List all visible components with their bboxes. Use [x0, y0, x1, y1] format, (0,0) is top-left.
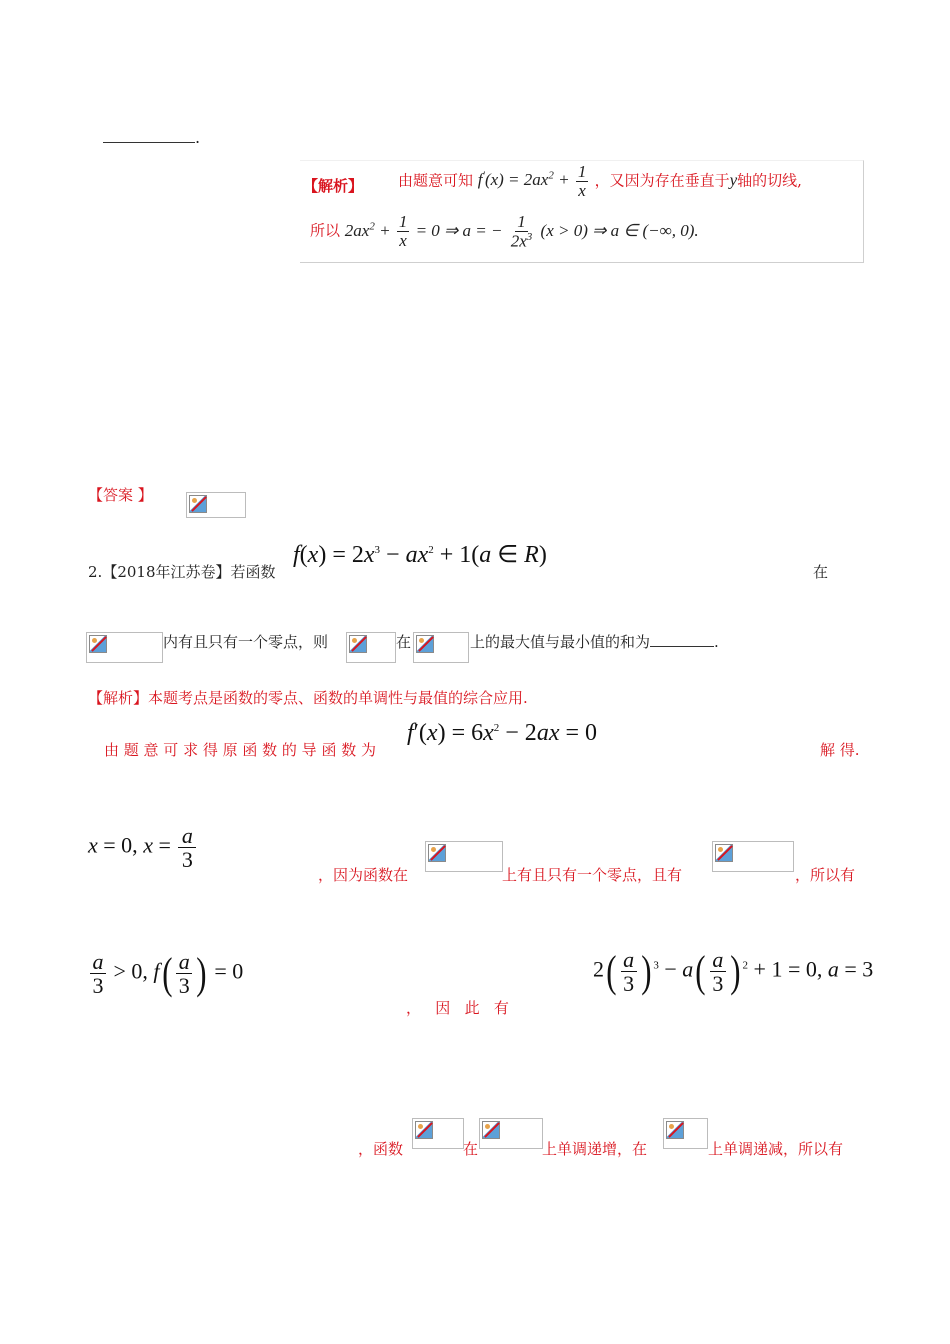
q2-line2-a: 内有且只有一个零点，则	[163, 633, 329, 651]
box-line1-tail2: 轴的切线,	[737, 171, 802, 190]
answer-label: 【答案 】	[88, 486, 153, 504]
q2-line1	[88, 561, 276, 582]
roots-formula: x = 0, x = $\frac{a}{3}$	[88, 824, 198, 871]
broken-image-icon	[189, 495, 207, 513]
equation-formula: 2( $\frac{a}{3}$ ) $^3$ − a( $\frac{a}{3}$ ) $^2$ + 1 = 0, a = 3	[593, 946, 874, 997]
box-line1-y: y	[729, 170, 738, 190]
analysis2-line3-c: ，所以有	[795, 866, 856, 884]
box-line2-text: 所以	[310, 221, 341, 240]
q2-number: 2.	[88, 563, 103, 581]
analysis2-solve: 解 得.	[820, 741, 860, 759]
q2-text: 若函数	[230, 563, 276, 581]
box-line2-math: $2ax^2$ + $\frac{1}{x}$ = 0 ⇒ a = − $\frac{1}{2x^3}$ (x > 0) ⇒ a ∈ (−∞, 0).	[344, 212, 699, 251]
analysis2-line5-b: 在	[463, 1140, 479, 1158]
q2-line2-c-text: 上的最大值与最小值的和为	[470, 633, 651, 651]
condition-formula: $\frac{a}{3}$ > 0, f( $\frac{a}{3}$ ) = 0	[88, 950, 243, 997]
broken-image-icon	[89, 635, 107, 653]
analysis2-line1	[88, 687, 528, 708]
broken-image	[479, 1118, 543, 1149]
q2-line2-c	[470, 631, 719, 652]
q2-line2-b: 在	[396, 633, 412, 651]
broken-image-icon	[349, 635, 367, 653]
q2-source: 【2018年江苏卷】	[102, 563, 231, 581]
broken-image-icon	[428, 844, 446, 862]
broken-image-icon	[666, 1121, 684, 1139]
broken-image	[663, 1118, 708, 1149]
broken-image	[186, 492, 246, 518]
broken-image	[412, 1118, 464, 1149]
box-line1	[398, 163, 802, 200]
broken-image	[425, 841, 503, 872]
broken-image	[86, 632, 163, 663]
analysis2-line5-a: ，函数	[358, 1140, 404, 1158]
broken-image	[346, 632, 396, 663]
analysis2-line5-d: 上单调递减，所以有	[708, 1140, 844, 1158]
derivative-formula: $f'(x) = 6x^2 - 2ax = 0$	[407, 720, 598, 746]
box-line1-text: 由题意可知	[398, 171, 474, 190]
blank-period: .	[195, 128, 201, 147]
analysis2-line3-b: 上有且只有一个零点，且有	[502, 866, 683, 884]
box-line1-tail: ，又因为存在垂直于	[594, 171, 730, 190]
analysis2-line3-a: ，因为函数在	[318, 866, 409, 884]
q2-period: .	[714, 633, 719, 651]
box-line2	[310, 213, 699, 250]
analysis2-line2: 由 题 意 可 求 得 原 函 数 的 导 函 数 为	[104, 741, 376, 759]
broken-image	[413, 632, 469, 663]
box-line1-math: $f'(x) = 2ax^2$ + $\frac{1}{x}$	[477, 162, 587, 200]
broken-image-icon	[482, 1121, 500, 1139]
q2-function: $f(x) = 2x^3 - ax^2 + 1(a$ ∈ R)	[293, 542, 547, 568]
q2-at: 在	[813, 563, 829, 581]
broken-image-icon	[416, 635, 434, 653]
analysis2-sep: ， 因 此 有	[406, 999, 509, 1017]
analysis2-text: 本题考点是函数的零点、函数的单调性与最值的综合应用.	[148, 689, 528, 707]
broken-image-icon	[415, 1121, 433, 1139]
answer-blank	[103, 128, 200, 147]
analysis2-line5-c: 上单调递增，在	[542, 1140, 648, 1158]
analysis-tag: 【解析】	[303, 177, 364, 195]
broken-image-icon	[715, 844, 733, 862]
broken-image	[712, 841, 794, 872]
analysis2-tag: 【解析】	[88, 689, 149, 707]
